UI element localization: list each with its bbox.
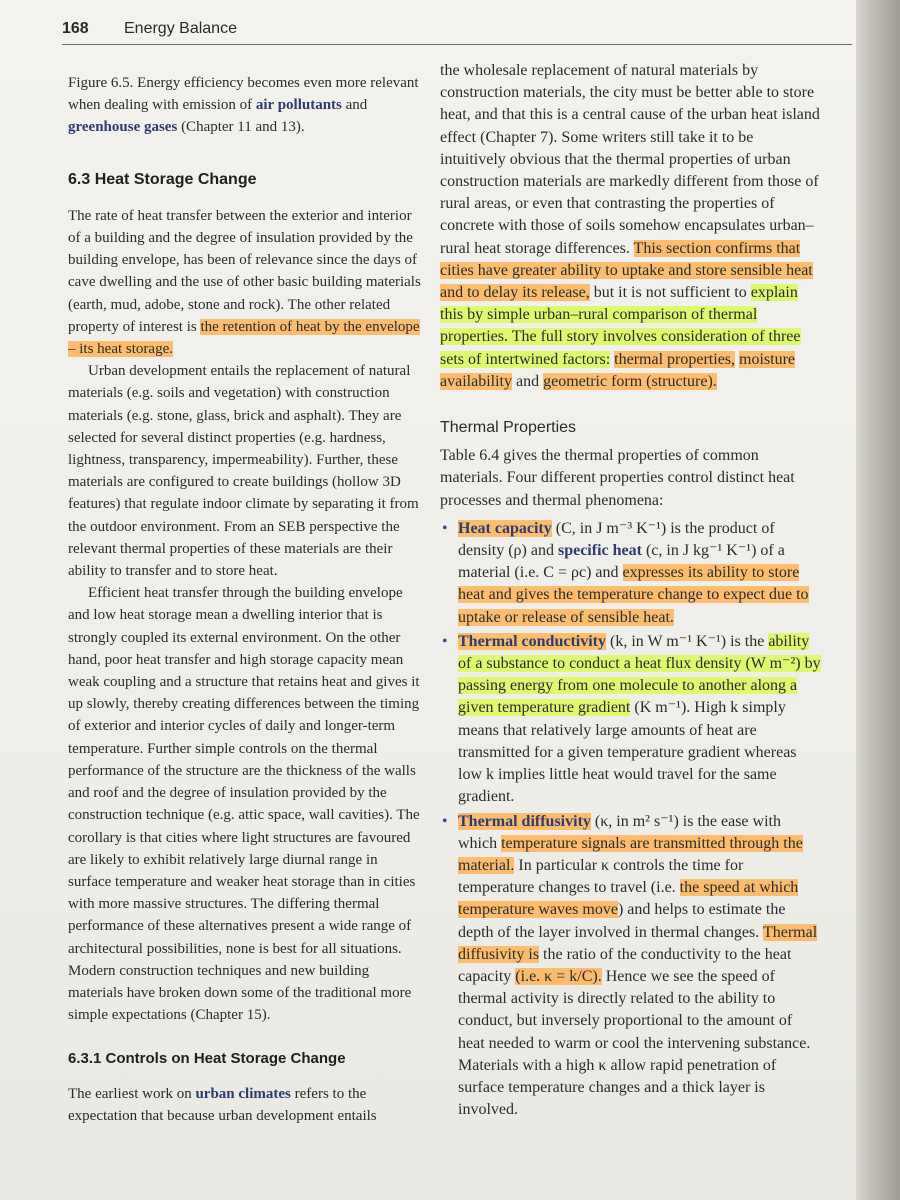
- list-item-thermal-diffusivity: • Thermal diffusivity (κ, in m² s⁻¹) is the ease with which temperature signals are transmitted through the material. In particular κ controls the time for temperature changes to travel (i.e. the speed at which temperature waves move) and helps to estimate the depth of the layer involved in thermal changes. Thermal diffusivity is the ratio of the conductivity to the heat capacity (i.e. κ = k/C). Hence we see the speed of thermal activity is directly related to the ability to conduct, but inversely proportional to the amount of heat needed to warm or cool the intervening substance. Materials with a high κ allow rapid penetration of surface temperature changes and a thick layer is involved.: [440, 811, 822, 1122]
- list-item-heat-capacity: • Heat capacity (C, in J m⁻³ K⁻¹) is the product of density (ρ) and specific heat (c, in J kg⁻¹ K⁻¹) of a material (i.e. C = ρc) and expresses its ability to store heat and gives the temperature change to expect due to uptake or release of sensible heat.: [440, 518, 822, 629]
- page-stack-edge: [856, 0, 900, 1200]
- highlight-full-story: explain this by simple urban–rural comparison of thermal properties. The full story involves consideration of three sets of intertwined factors:: [440, 284, 801, 368]
- highlight-kappa-formula: (i.e. κ = k/C).: [515, 967, 602, 985]
- highlight-diffusivity-ratio: Thermal diffusivity is: [458, 923, 818, 963]
- highlight-conduct-heat: ability of a substance to conduct a heat flux density (W m⁻²) by passing energy from one molecule to another along a given temperature gradient: [458, 632, 821, 717]
- header-rule: [62, 44, 852, 45]
- paragraph-table-6-4: Table 6.4 gives the thermal properties of common materials. Four different properties control distinct heat processes and thermal phenomena:: [440, 447, 795, 509]
- right-column: [440, 60, 822, 1123]
- subsection-title: 6.3.1 Controls on Heat Storage Change: [68, 1050, 346, 1068]
- key-term-urban-climates: urban climates: [195, 1085, 291, 1102]
- list-item-thermal-conductivity: • Thermal conductivity (k, in W m⁻¹ K⁻¹) is the ability of a substance to conduct a heat flux density (W m⁻²) by passing energy from one molecule to another along a given temperature gradient (K m⁻¹). High k simply means that relatively large amounts of heat are transmitted for a given temperature gradient whereas low k implies little heat would travel for the same gradient.: [440, 631, 822, 809]
- highlight-geometric-form: geometric form (structure).: [543, 372, 717, 390]
- key-term-specific-heat: specific heat: [557, 542, 642, 560]
- key-term-thermal-conductivity: Thermal conductivity: [458, 632, 606, 650]
- paragraph-heat-transfer: The rate of heat transfer between the exterior and interior of a building and the degree of insulation provided by the building envelope, has been of relevance since the days of cave dwelling and the use of other basic building materials (earth, mud, adobe, stone and rock). The other related property of interest is the retention of heat by the envelope – its heat storage.: [68, 207, 421, 358]
- highlight-temperature-signals: temperature signals are transmitted through the material.: [458, 834, 803, 874]
- intro-paragraph: Figure 6.5. Energy efficiency becomes even more relevant when dealing with emission of air pollutants and greenhouse gases (Chapter 11 and 13).: [68, 75, 419, 136]
- highlight-speed-waves: the speed at which temperature waves move: [458, 879, 799, 919]
- left-column: [68, 72, 424, 1127]
- property-list: [440, 518, 822, 1121]
- key-term-air-pollutants: air pollutants: [255, 97, 342, 114]
- highlight-store-heat: expresses its ability to store heat and gives the temperature change to expect due to uptake or release of sensible heat.: [458, 564, 809, 626]
- subheading-thermal-properties: Thermal Properties: [440, 419, 577, 437]
- paragraph-earliest-work: The earliest work on urban climates refers to the expectation that because urban development entails: [68, 1085, 377, 1124]
- highlight-heat-storage: the retention of heat by the envelope – its heat storage.: [68, 318, 420, 358]
- key-term-heat-capacity: Heat capacity: [458, 519, 552, 537]
- key-term-greenhouse-gases: greenhouse gases: [68, 119, 178, 136]
- paragraph-efficient-transfer: Efficient heat transfer through the building envelope and low heat storage mean a dwelling interior that is strongly coupled its external environment. On the other hand, poor heat transfer and high storage capacity mean weak coupling and a structure that retains heat and gives it up slowly, thereby creating differences between the timing of exterior and interior cycles of daily and longer-term temperature. Further simple controls on the thermal performance of the structure are the thickness of the walls and roof and the degree of insulation provided by the construction technique (e.g. attic space, wall cavities). The corollary is that cities where light structures are favoured are likely to exhibit relatively large diurnal range in surface temperature and weaker heat storage than in cities with more massive structures. The differing thermal performance of these alternatives present a wide range of architectural possibilities, none is best for all situations. Modern construction techniques and new building materials have broken down some of the traditional more simple expectations (Chapter 15).: [68, 585, 420, 1024]
- section-title: 6.3 Heat Storage Change: [68, 170, 257, 188]
- paragraph-wholesale-replacement: the wholesale replacement of natural materials by construction materials, the city must be better able to store heat, and that this is a central cause of the urban heat island effect (Chapter 7). Some writers still take it to be intuitively obvious that the thermal properties of urban construction materials are markedly different from those of rural areas, or even that contrasting the properties of concrete with those of soils somehow encapsulates urban–rural heat storage differences. This section confirms that cities have greater ability to uptake and store sensible heat and to delay its release, but it is not sufficient to explain this by simple urban–rural comparison of thermal properties. The full story involves consideration of three sets of intertwined factors: thermal properties, moisture availability and geometric form (structure).: [440, 62, 820, 390]
- highlight-moisture-availability: moisture availability: [440, 350, 796, 390]
- key-term-thermal-diffusivity: Thermal diffusivity: [458, 812, 591, 830]
- paragraph-urban-development: Urban development entails the replacement of natural materials (e.g. soils and vegetation) with construction materials (e.g. stone, glass, brick and asphalt). They are selected for several distinct properties (e.g. hardness, lightness, transparency, impermeability). Further, these materials are configured to create buildings (hollow 3D features) that regulate indoor climate by separating it from the outdoor environment. From an SEB perspective the relevant thermal properties of these materials are their ability to transfer and to store heat.: [68, 363, 419, 580]
- highlight-section-confirms: This section confirms that cities have greater ability to uptake and store sensible heat and to delay its release,: [440, 239, 813, 302]
- running-title: Energy Balance: [124, 20, 237, 37]
- page-number: 168: [62, 20, 89, 37]
- highlight-thermal-properties: thermal properties,: [614, 350, 736, 368]
